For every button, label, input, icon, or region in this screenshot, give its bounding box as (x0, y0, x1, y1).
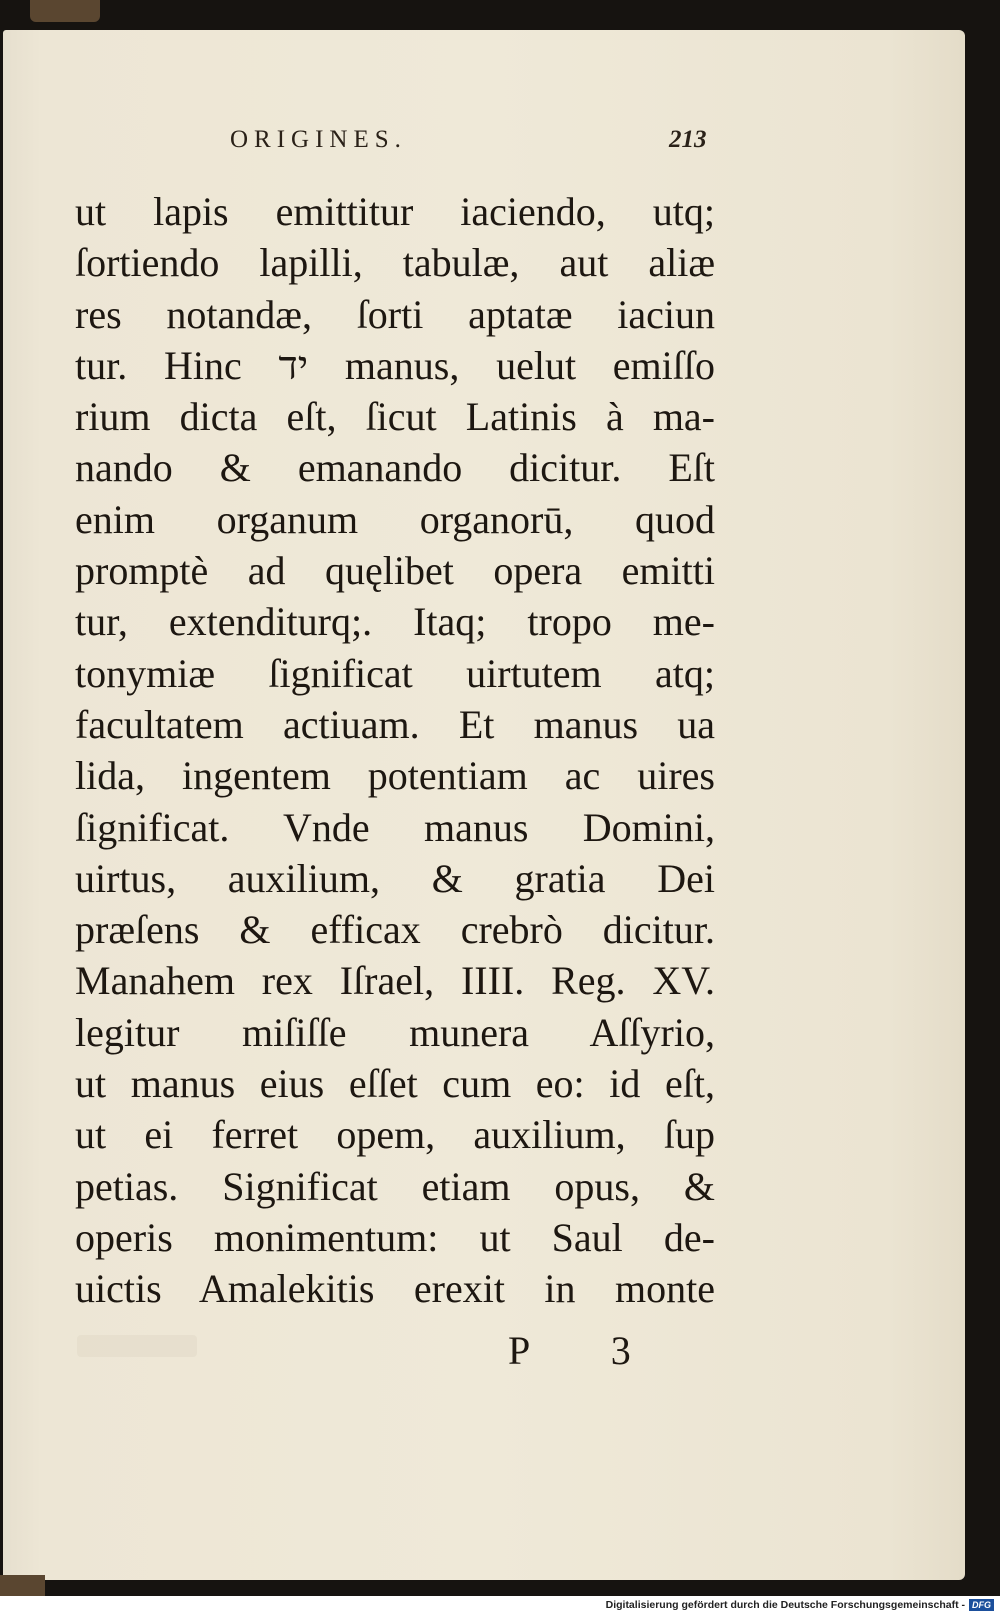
text-line: tur, extenditurq;. Itaq; tropo me- (75, 599, 715, 645)
binding-edge-top (30, 0, 100, 22)
text-line: ut manus eius eſſet cum eo: id eſt, (75, 1061, 715, 1107)
text-line: facultatem actiuam. Et manus ua (75, 701, 715, 747)
text-block (75, 186, 715, 1315)
book-page (3, 30, 965, 1580)
binding-edge-bottom (0, 1575, 45, 1596)
text-line: lida, ingentem potentiam ac uires (75, 753, 715, 799)
text-line: ut lapis emittitur iaciendo, utq; (75, 189, 715, 234)
footer-text: Digitalisierung gefördert durch die Deutsche Forschungsgemeinschaft - (605, 1599, 965, 1611)
footer-credit (606, 1597, 994, 1613)
text-line: uirtus, auxilium, & gratia Dei (75, 855, 715, 901)
text-line: promptè ad quęlibet opera emitti (75, 548, 715, 594)
dfg-logo-icon: DFG (969, 1599, 994, 1611)
text-line: præſens & efficax crebrò dicitur. (75, 907, 715, 953)
text-line: nando & emanando dicitur. Eſt (75, 445, 715, 491)
text-line: legitur miſiſſe munera Aſſyrio, (75, 1009, 715, 1055)
text-line: tur. Hinc יד manus, uelut emiſſo (75, 342, 716, 388)
text-line: ut ei ferret opem, auxilium, ſup (75, 1112, 715, 1158)
text-line: operis monimentum: ut Saul de- (75, 1214, 715, 1260)
text-line: tonymiæ ſignificat uirtutem atq; (75, 650, 715, 696)
signature-mark: P 3 (508, 1328, 667, 1373)
page-number: 213 (669, 126, 707, 153)
text-line: rium dicta eſt, ſicut Latinis à ma- (75, 394, 715, 440)
text-line: petias. Significat etiam opus, & (75, 1163, 715, 1209)
text-line: ſignificat. Vnde manus Domini, (75, 804, 715, 850)
show-through-text (77, 1335, 197, 1357)
text-line: uictis Amalekitis erexit in monte (75, 1266, 715, 1312)
text-line: res notandæ, ſorti aptatæ iaciun (75, 291, 715, 337)
text-line: Manahem rex Iſrael, IIII. Reg. XV. (75, 958, 715, 1004)
running-head: ORIGINES. (230, 126, 407, 153)
text-line: enim organum organorū, quod (75, 496, 715, 542)
text-line: ſortiendo lapilli, tabulæ, aut aliæ (75, 240, 715, 286)
